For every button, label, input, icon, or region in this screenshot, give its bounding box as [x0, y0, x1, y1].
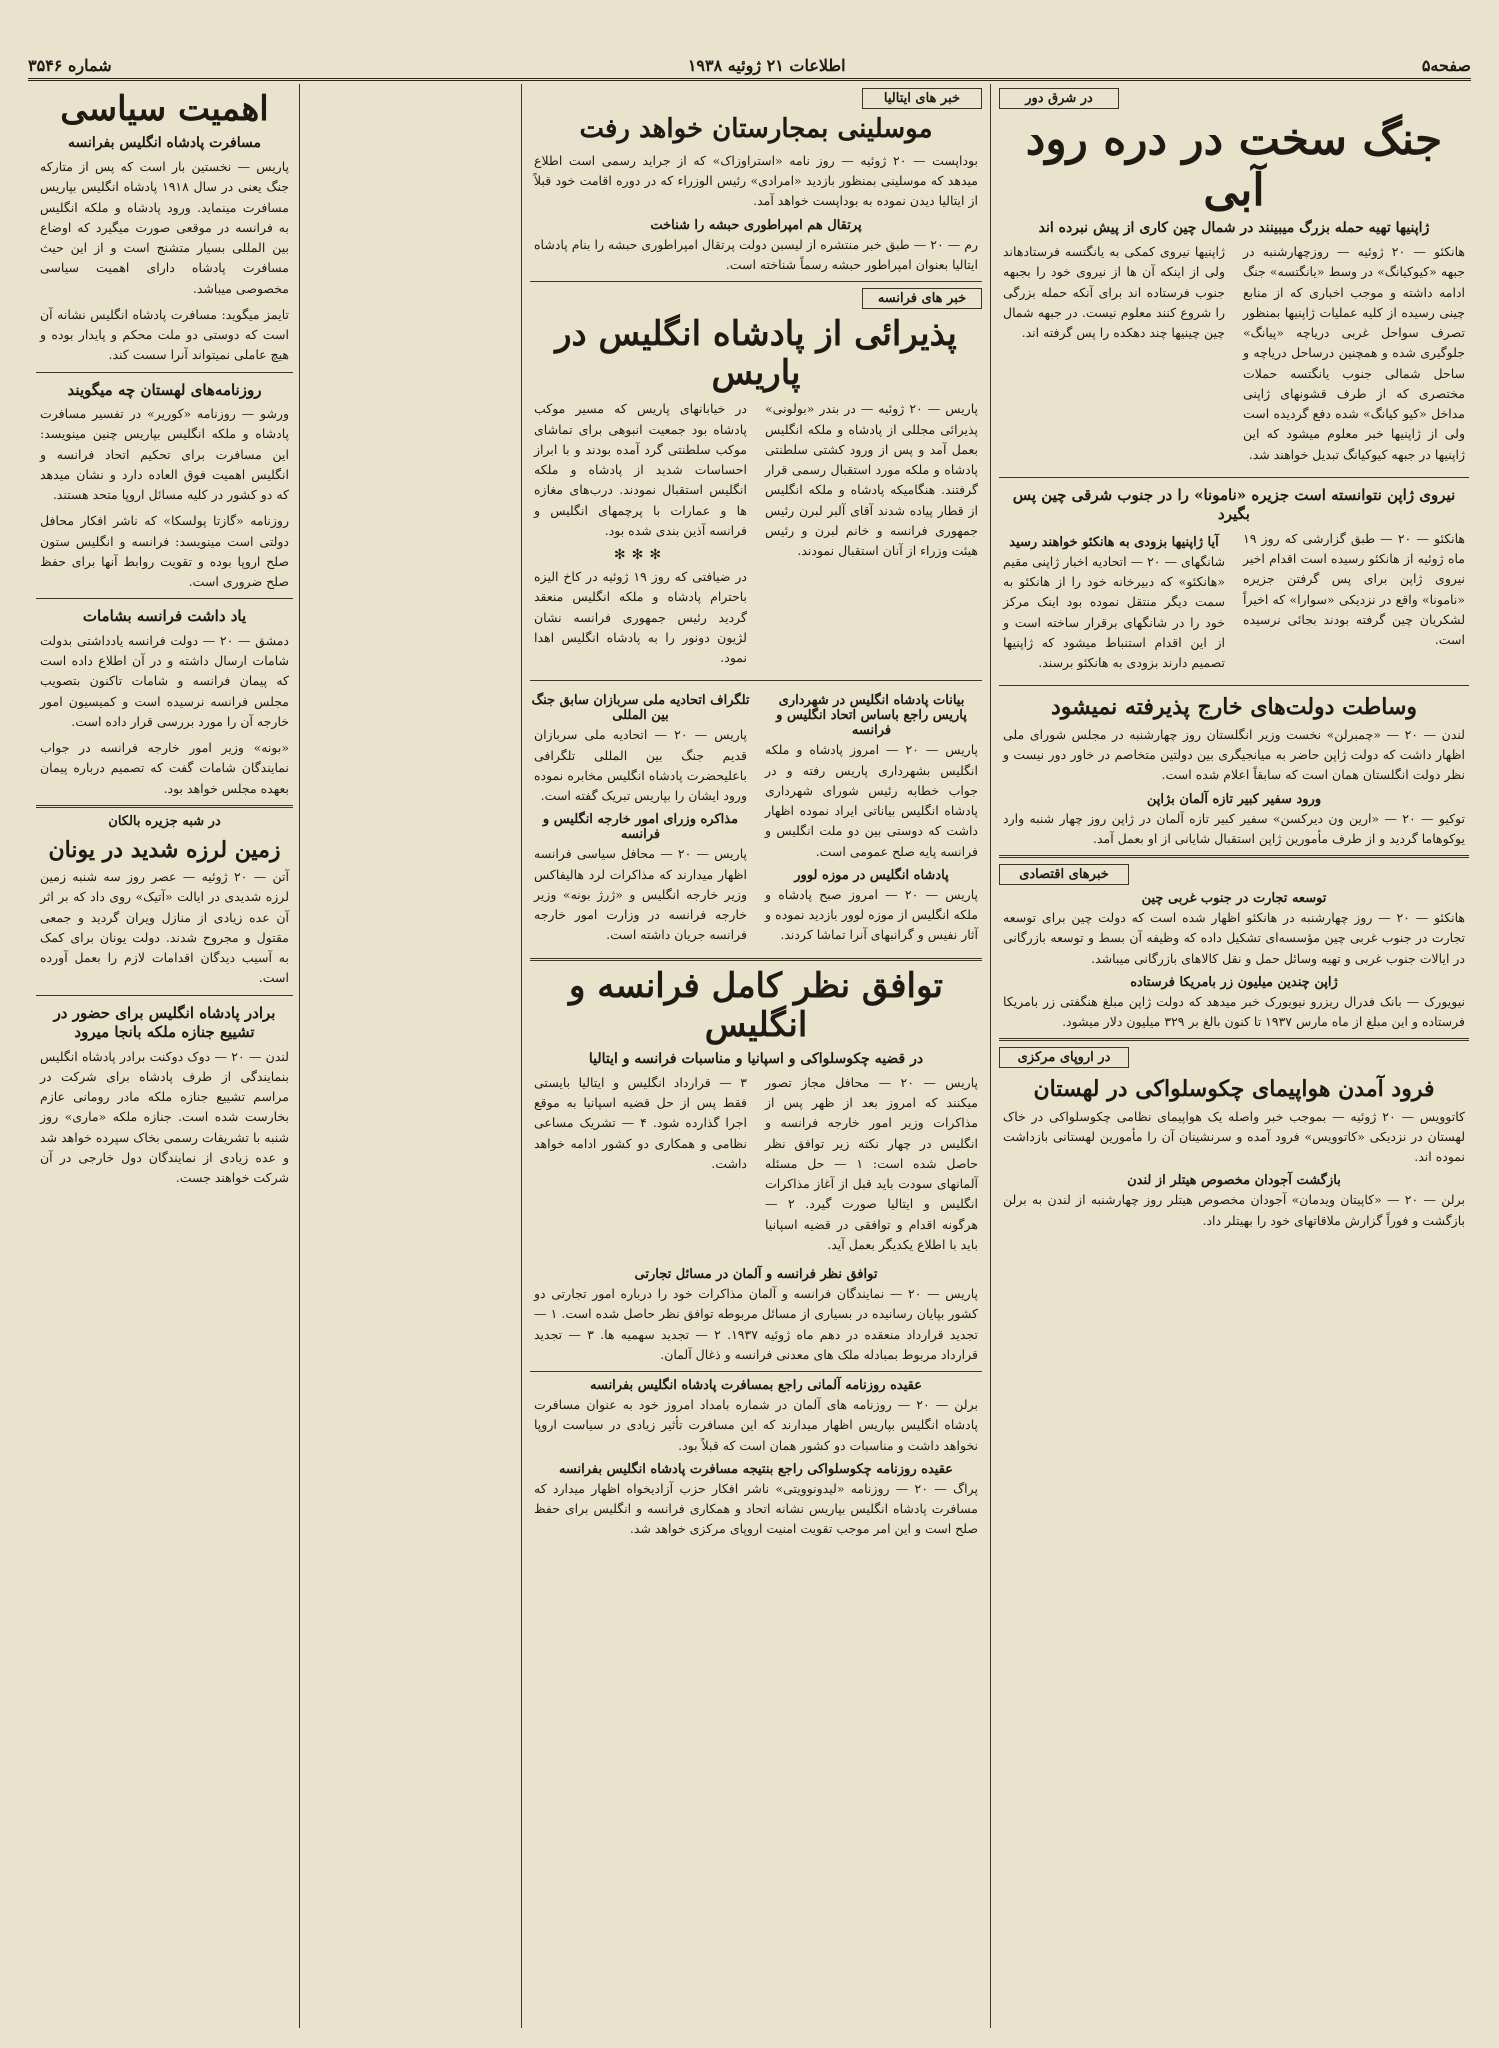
headline-political-importance: اهمیت سیاسی [60, 89, 269, 129]
article-text: لندن — ۲۰ — «چمبرلن» نخست وزیر انگلستان روز چهارشنبه در مجلس شورای ملی اظهار داشت که دولت ژاپن حاضر به میانجیگری بین دولتین متخاصم در خاور دور نیست و نظر دولت انگلستان همان است که سابقاً اعلام شده است. [1003, 726, 1465, 783]
headline-mediation: وساطت دولت‌های خارج پذیرفته نمیشود [1050, 694, 1418, 721]
masthead [28, 52, 1471, 81]
article-text: پاریس — ۲۰ — نمایندگان فرانسه و آلمان مذاکرات خود را درباره امور تجارتی دو کشور بپایان رسانیده در بسیاری از مسائل مربوطه توافق نظر حاصل شده است. ۱ — تجدید قرارداد منعقده در دهم ماه ژوئیه ۱۹۳۷. ۲ — تجدید سهمیه ها. ۳ — تجدید قرارداد مربوط بمبادله ملک های معدنی فرانسه و ذغال آلمان. [534, 1286, 978, 1362]
article-text: رم — ۲۰ — طبق خبر منتشره از لیسبن دولت پرتقال امپراطوری حبشه را بنام پادشاه ایتالیا بعنوان امپراطور حبشه رسماً شناخته است. [534, 236, 978, 272]
article-text: برلن — ۲۰ — روزنامه های آلمان در شماره بامداد امروز خود به عنوان مسافرت پادشاه انگلیس بپاریس اظهار میدارند که این مسافرت تأثیر زیادی در سیاست اروپا نخواهد داشت و مناسبات دو کشور همان است که قبلاً بود. [534, 1397, 978, 1453]
article-text: پراگ — ۲۰ — روزنامه «لیدونوویتی» ناشر افکار حزب آزادیخواه اظهار میدارد که مسافرت پادشاه انگلیس بپاریس نشانه اتحاد و همکاری فرانسه و انگلیس برای حفظ صلح است و این امر موجب تقویت امنیت اروپای مرکزی خواهد شد. [534, 1480, 978, 1537]
headline-war-blue-river: جنگ سخت در دره رود آبی [1025, 114, 1443, 216]
headline-portugal: پرتقال هم امپراطوری حبشه را شناخت [650, 217, 862, 233]
article-namona [999, 529, 1469, 680]
article-pair-1 [530, 687, 982, 951]
headline-trade-china: توسعه تجارت در جنوب غربی چین [1141, 891, 1327, 907]
issue-number: شماره ۳۵۴۶ [28, 55, 112, 75]
headline-japan-gold: ژاپن چندین میلیون زر بامریکا فرستاده [1130, 974, 1338, 990]
article-text: روزنامه «گازتا پولسکا» که ناشر افکار محافل دولتی است مینویسد: فرانسه و انگلیس ستون صلح اروپا بوده و تقویت روابط آنها برای حفظ صلح ضروری است. [40, 513, 289, 590]
article-text: در ضیافتی که روز ۱۹ ژوئیه در کاخ الیزه باحترام پادشاه و ملکه انگلیس منعقد گردید رئیس جمهوری فرانسه نشان لژیون دونور را به پادشاه انگلیس اهدا نمود. [534, 569, 747, 666]
headline-veterans-telegram: تلگراف اتحادیه ملی سربازان سابق جنگ بین المللی [531, 693, 750, 724]
date-line: اطلاعات ۲۱ ژوئیه ۱۹۳۸ [687, 55, 846, 75]
article-text: هانکئو — ۲۰ ژوئیه — روزچهارشنبه در جبهه «کیوکیانگ» در وسط «یانگتسه» جنگ ادامه داشته و موجب اخباری که از منابع چینی رسیده از کلیه عملیات ژاپنیها بمنظور تصرف سواحل غربی دریاچه «پیانگ» جلوگیری شده و همچنین درساحل دریاچه و ساحل شمالی جنوب یانگتسه حملات مختصری که از طرف قشونهای ژاپنی مداخل «کیو کیانگ» شده دفع گردیده است ولی از ژاپنیها خبر معلوم میشود که این ژاپنیها در جبهه کیوکیانگ تبدیل خواهند شد. [1243, 244, 1465, 462]
section-france: خبر های فرانسه [862, 288, 982, 309]
article-king-paris [530, 399, 982, 674]
article-text: بوداپست — ۲۰ ژوئیه — روز نامه «استراوزاک» که از جراید رسمی است اطلاع میدهد که موسلینی بمنظور بازدید «امرادی» رئیس الوزراء که در دوره اقامت خود قبلاً از ایتالیا دیدن نموده به بوداپست خواهد آمد. [534, 152, 978, 209]
headline-hitler-aide: بازگشت آجودان مخصوص هیتلر از لندن [1127, 1173, 1341, 1189]
article-text: لندن — ۲۰ — دوک دوکنت برادر پادشاه انگلیس بنمایندگی از طرف پادشاه برای شرکت در مراسم تشییع جنازه ملکه مادر رومانی عازم بخارست شده است. جنازه ملکه «ماری» روز شنبه با تشریفات رسمی بخاک سپرده خواهد شد و عده زیادی از نمایندگان دول خارجی در آن شرکت خواهند جست. [40, 1048, 289, 1186]
headline-german-ambassador: ورود سفیر کبیر تازه آلمان بژاپن [1146, 791, 1322, 807]
column-left [30, 84, 300, 2028]
headline-mussolini: موسلینی بمجارستان خواهد رفت [579, 114, 933, 144]
headline-city-hall: بیانات پادشاه انگلیس در شهرداری پاریس راجع باساس اتحاد انگلیس و فرانسه [776, 693, 967, 739]
headline-king-paris: پذیرائی از پادشاه انگلیس در پاریس [555, 314, 957, 394]
article-text: پاریس — ۲۰ — امروز پادشاه و ملکه انگلیس بشهرداری پاریس رفته و در جواب خطابه رئیس شورای شهرداری پادشاه انگلیس بیاناتی ایراد نموده اظهار داشت که دوستی بین دو ملت انگلیس و فرانسه پایه صلح عمومی است. [765, 742, 979, 859]
headline-czech-press: عقیده روزنامه چکوسلواکی راجع بنتیجه مسافرت پادشاه انگلیس بفرانسه [558, 1461, 954, 1477]
column-right [999, 84, 1469, 2028]
headline-france-germany-trade: توافق نظر فرانسه و آلمان در مسائل تجارتی [634, 1267, 878, 1283]
article-text: هانکئو — ۲۰ — روز چهارشنبه در هانکئو اظهار شده است که دولت چین برای توسعه تجارت در جنوب غربی چین مؤسسه‌ای تشکیل داده که وظیفه آن بسط و توسعه بازرگانی در ایالات جنوب غربی و تهیه وسائل حمل و نقل کالاهای بازرگانی میباشد. [1003, 910, 1465, 966]
headline-german-press: عقیده روزنامه آلمانی راجع بمسافرت پادشاه انگلیس بفرانسه [590, 1378, 922, 1394]
article-text: پاریس — ۲۰ — محافل مجاز تصور میکنند که امروز بعد از ظهر پس از مذاکرات وزیر امور خارجه فرانسه و انگلیس در چهار نکته زیر توافق نظر حاصل شده است: ۱ — حل مسئله آلمانهای سودت باید قبل از آغاز مذاکرات انگلیس و ایتالیا صورت گیرد. ۲ — هرگونه اقدام و توافقی در قضیه اسپانیا باید با اطلاع یکدیگر بعمل آید. [765, 1074, 978, 1252]
ornament-stars: ✻✻✻ [613, 547, 668, 564]
article-text: «بونه» وزیر امور خارجه فرانسه در جواب نمایندگان شامات گفت که تصمیم درباره پیمان بعهده مجلس خواهد بود. [40, 740, 289, 796]
article-text: دمشق — ۲۰ — دولت فرانسه یادداشتی بدولت شامات ارسال داشته و در آن اطلاع داده است که پیمان فرانسه و شامات تاکنون بتصویب مجلس فرانسه نرسیده است و کمیسیون امور خارجه آن را مورد بررسی قرار داده است. [40, 632, 289, 729]
headline-note-syria: یاد داشت فرانسه بشامات [82, 607, 247, 626]
headline-full-agreement: توافق نظر کامل فرانسه و انگلیس [569, 965, 943, 1045]
article-text: کاتوویس — ۲۰ ژوئیه — بموجب خبر واصله یک هواپیمای نظامی چکوسلواکی در خاک لهستان در نزدیکی «کاتوویس» فرود آمده و سرنشینان آن را مأمورین لهستانی بازداشت نموده اند. [1003, 1108, 1465, 1165]
article-war-body [999, 242, 1469, 471]
article-text: ژاپنیها نیروی کمکی به یانگتسه فرستادهاند ولی از اینکه آن ها از نیروی خود را بجبهه جنوب فرستاده اند برای آنکه حمله بزرگی را شروع کنند معلوم نیست. در جبهه شمال چین چینیها چند دهکده را پس گرفته اند. [1003, 244, 1225, 341]
headline-king-brother: برادر پادشاه انگلیس برای حضور در تشییع جنازه ملکه بانجا میرود [53, 1003, 276, 1042]
article-text: برلن — ۲۰ — «کاپیتان ویدمان» آجودان مخصوص هیتلر روز چهارشنبه از لندن به برلن بازگشت و فوراً گزارش ملاقاتهای خود را بهیتلر داد. [1003, 1192, 1465, 1228]
section-economic: خبرهای اقتصادی [999, 864, 1129, 885]
article-text: پاریس — ۲۰ — محافل سیاسی فرانسه اظهار میدارند که مذاکرات لرد هالیفاکس وزیر خارجه انگلیس و «ژرژ بونه» وزیر خارجه فرانسه در وزارت امور خارجه فرانسه جریان داشته است. [534, 846, 747, 943]
article-text: پاریس — ۲۰ — اتحادیه ملی سربازان قدیم جنگ بین المللی تلگرافی باعلیحضرت پادشاه انگلیس مخابره نموده ورود ایشان را بپاریس تبریک گفته است. [534, 727, 747, 804]
article-text: توکیو — ۲۰ — «ارین ون دیرکسن» سفیر کبیر تازه آلمان در ژاپن روز چهار شنبه وارد یوکوهاما گردید و از طرف مأمورین ژاپن استقبال شایانی از او بعمل آمد. [1003, 810, 1465, 846]
article-text: شانگهای — ۲۰ — اتحادیه اخبار ژاپنی مقیم «هانکئو» که دبیرخانه خود را از هانکئو به سمت دیگر منتقل نموده بود اینک مرکز خود را در شانگهای برقرار ساخته است و از این اقدام استنباط میشود که ژاپنیها تصمیم دارند بزودی به هانکئو برسند. [1003, 553, 1225, 671]
section-balkan: در شبه جزیره بالکان [108, 813, 221, 829]
headline-czech-plane: فرود آمدن هواپیمای چکوسلواکی در لهستان [1033, 1076, 1435, 1103]
section-italy: خبر های ایتالیا [862, 88, 982, 109]
section-central-europe: در اروپای مرکزی [999, 1047, 1129, 1068]
article-text: نیویورک — بانک فدرال ریزرو نیویورک خبر میدهد که دولت ژاپن مبلغ هنگفتی زر بامریکا فرستاده و این مبلغ از ماه مارس ۱۹۳۷ تا کنون بالغ بر ۳۲۹ میلیون دلار میشود. [1003, 993, 1465, 1030]
subhead-full-agreement: در قضیه چکوسلواکی و اسپانیا و مناسبات فرانسه و ایتالیا [588, 1050, 924, 1067]
article-text: تایمز میگوید: مسافرت پادشاه انگلیس نشانه آن است که دوستی دو ملت محکم و پایدار بوده و هیچ عاملی نمیتواند آنرا سست کند. [40, 306, 289, 363]
headline-namona-island: نیروی ژاپن نتوانسته است جزیره «نامونا» را در جنوب شرقی چین پس بگیرد [1012, 485, 1456, 524]
article-text: آتن — ۲۰ ژوئیه — عصر روز سه شنبه زمین لرزه شدیدی در ایالت «آتیک» روی داد که بر اثر آن عده زیادی از منازل ویران گردید و جمعی مقتول و مجروح شدند. دولت یونان برای کمک به آسیب دیدگان اقدامات لازم را بعمل آورده است. [40, 869, 289, 986]
section-far-east: در شرق دور [999, 88, 1119, 109]
article-text: هانکئو — ۲۰ — طبق گزارشی که روز ۱۹ ماه ژوئیه از هانکئو رسیده است اقدام اخیر نیروی ژاپن برای پس گرفتن جزیره «نامونا» واقع در نزدیکی «سوارا» که اخیراً لشکریان چین گرفته بودند بجائی نرسیده است. [1243, 530, 1465, 648]
article-full-agreement [530, 1073, 982, 1261]
article-text: در خیابانهای پاریس که مسیر موکب پادشاه بود جمعیت انبوهی برای تماشای موکب سلطنتی گرد آمده بودند و با ابراز احساسات شدید از پادشاه و ملکه انگلیس استقبال نمودند. درب‌های مغازه ها و عمارات با پرچمهای انگلیس و فرانسه آذین بندی شده بود. [534, 401, 747, 538]
article-text: ورشو — روزنامه «کوریر» در تفسیر مسافرت پادشاه و ملکه انگلیس بپاریس چنین مینویسد: این مسافرت برای تحکیم اتحاد فرانسه و انگلیس اهمیت فوق العاده دارد و نشان میدهد که دو کشور در کلیه مسائل اروپا متحد هستند. [40, 406, 289, 503]
headline-polish-papers: روزنامه‌های لهستان چه میگویند [67, 380, 262, 399]
headline-louvre: پادشاه انگلیس در موزه لوور [794, 867, 949, 883]
headline-foreign-ministers: مذاکره وزرای امور خارجه انگلیس و فرانسه [542, 812, 739, 843]
subhead-japanese-attack: ژاپنیها تهیه حمله بزرگ میبینند در شمال چین کاری از پیش نبرده اند [1038, 220, 1430, 237]
page-label: صفحه۵ [1421, 55, 1471, 75]
columns [30, 84, 1469, 2028]
headline-greek-earthquake: زمین لرزه شدید در یونان [48, 836, 281, 863]
article-text: پاریس — نخستین بار است که پس از متارکه جنگ یعنی در سال ۱۹۱۸ پادشاه انگلیس بپاریس مسافرت مینماید. ورود پادشاه و ملکه انگلیس به فرانسه در موقعی صورت میگیرد که اوضاع بین المللی بسیار متشنج است و از این حیث مسافرت پادشاه دارای اهمیت سیاسی مخصوصی میباشد. [40, 159, 289, 296]
headline-hankou: آیا ژاپنیها بزودی به هانکئو خواهند رسید [1009, 534, 1219, 550]
article-text: ۳ — قرارداد انگلیس و ایتالیا بایستی فقط پس از حل قضیه اسپانیا به موقع اجرا گذارده شود. ۴ — تشریک مساعی نظامی و همکاری دو کشور ادامه خواهد داشت. [534, 1074, 747, 1171]
subhead-king-trip: مسافرت پادشاه انگلیس بفرانسه [68, 135, 261, 152]
column-center [521, 84, 991, 2028]
article-text: پاریس — ۲۰ — امروز صبح پادشاه و ملکه انگلیس از موزه لوور بازدید نموده و آثار نفیس و گرانبهای آنرا تماشا کردند. [765, 886, 978, 943]
article-text: پاریس — ۲۰ ژوئیه — در بندر «بولونی» پذیرائی مجللی از پادشاه و ملکه انگلیس بعمل آمد و پس از ورود کشتی سلطنتی پادشاه و ملکه مورد استقبال رسمی قرار گرفتند. هنگامیکه پادشاه و ملکه انگلیس از قطار پیاده شدند آقای آلبر لبرن رئیس جمهوری فرانسه و خانم لبرن و رئیس هیئت وزراء از آنان استقبال نمودند. [765, 401, 979, 559]
